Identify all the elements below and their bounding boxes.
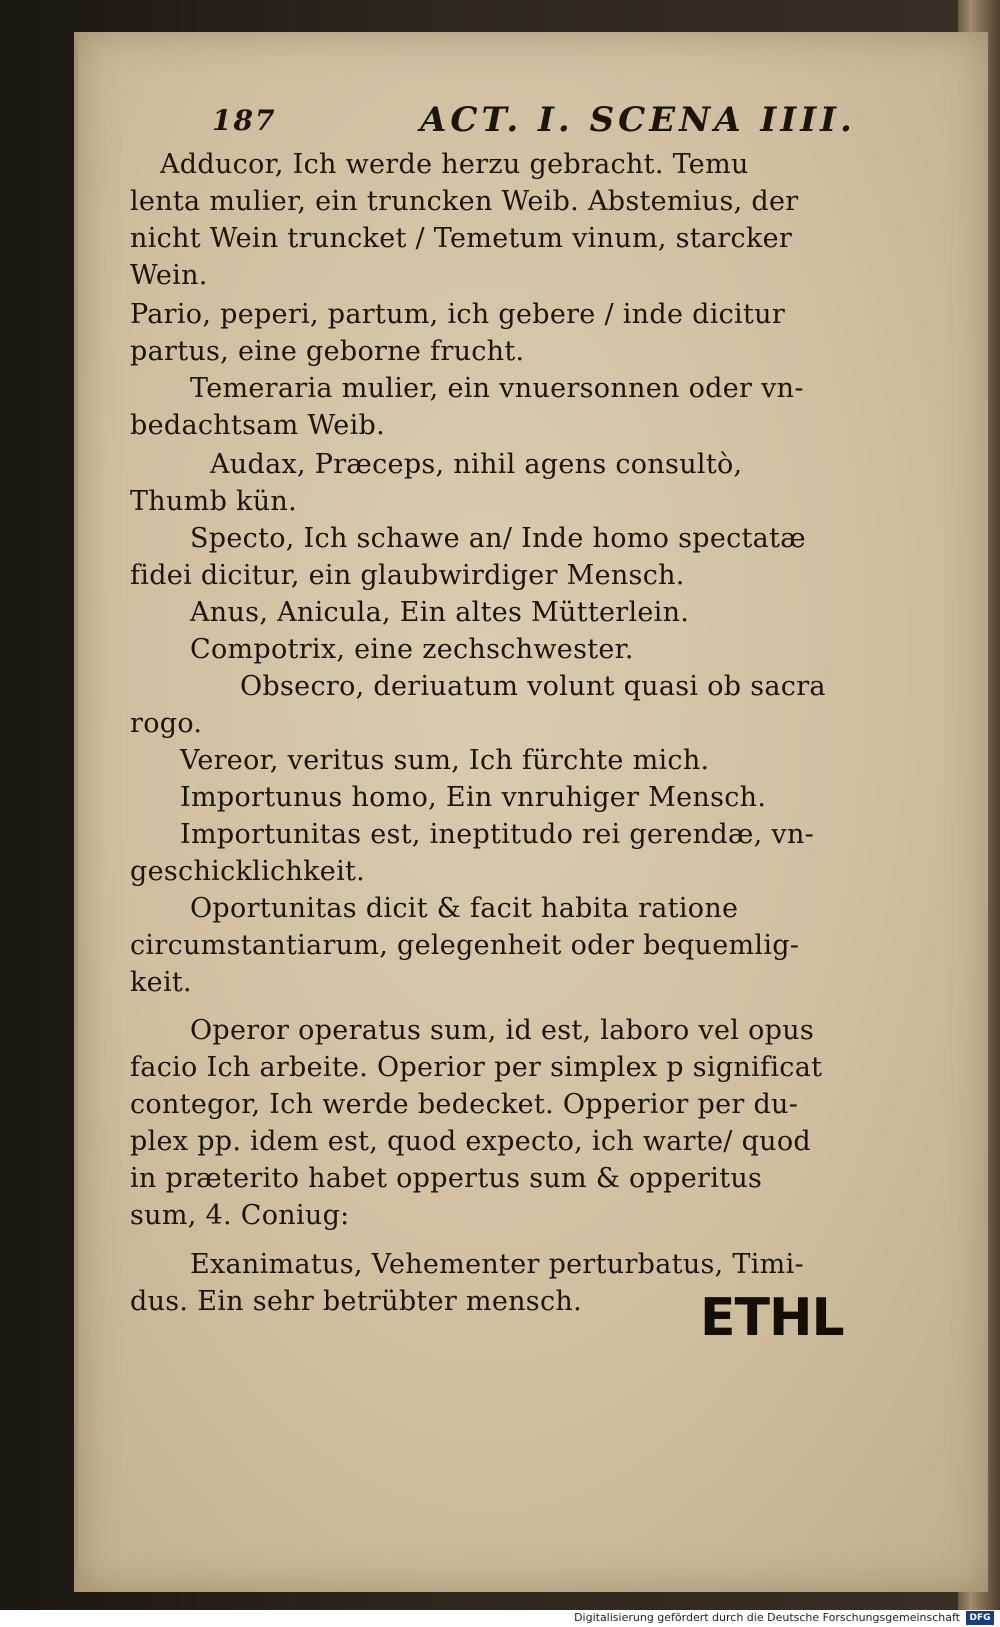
text-line: keit. <box>130 967 192 998</box>
text-line: in præterito habet oppertus sum & opperitus <box>130 1163 763 1194</box>
text-line: Oportunitas dicit & facit habita ratione <box>190 893 739 924</box>
text-line: Anus, Anicula, Ein altes Mütterlein. <box>190 597 690 628</box>
text-line: nicht Wein truncket / Temetum vinum, starcker <box>130 223 793 254</box>
text-line: Temeraria mulier, ein vnuersonnen oder vn- <box>190 373 804 404</box>
page-text-area <box>130 96 920 1317</box>
dfg-logo: DFG <box>966 1611 994 1625</box>
page-header <box>130 96 920 152</box>
text-line: Audax, Præceps, nihil agens consultò, <box>210 449 743 480</box>
text-line: plex pp. idem est, quod expecto, ich warte/ quod <box>130 1126 811 1157</box>
text-line: geschicklichkeit. <box>130 856 366 887</box>
text-line: lenta mulier, ein truncken Weib. Abstemius, der <box>130 186 799 217</box>
running-head: ACT. I. SCENA IIII. <box>420 100 856 140</box>
text-line: Exanimatus, Vehementer perturbatus, Timi- <box>190 1249 804 1280</box>
text-line: bedachtsam Weib. <box>130 410 385 441</box>
text-line: Vereor, veritus sum, Ich fürchte mich. <box>180 745 710 776</box>
text-line: rogo. <box>130 708 203 739</box>
text-line: Obsecro, deriuatum volunt quasi ob sacra <box>240 671 826 702</box>
catchword: ETHL <box>700 1288 844 1348</box>
text-line: Compotrix, eine zechschwester. <box>190 634 634 665</box>
text-line: facio Ich arbeite. Operior per simplex p significat <box>130 1052 823 1083</box>
text-line: Importunitas est, ineptitudo rei gerendæ, vn- <box>180 819 815 850</box>
text-line: sum, 4. Coniug: <box>130 1200 350 1231</box>
page-number: 187 <box>212 104 277 137</box>
text-line: Pario, peperi, partum, ich gebere / inde dicitur <box>130 299 786 330</box>
text-line: Importunus homo, Ein vnruhiger Mensch. <box>180 782 767 813</box>
text-line: Specto, Ich schawe an/ Inde homo spectatæ <box>190 523 806 554</box>
text-line: circumstantiarum, gelegenheit oder bequemlig- <box>130 930 800 961</box>
text-line: Operor operatus sum, id est, laboro vel opus <box>190 1015 815 1046</box>
text-line: fidei dicitur, ein glaubwirdiger Mensch. <box>130 560 685 591</box>
text-line: Adducor, Ich werde herzu gebracht. Temu <box>160 149 749 180</box>
text-line: Thumb kün. <box>130 486 297 517</box>
text-line: partus, eine geborne frucht. <box>130 336 525 367</box>
text-line: Wein. <box>130 260 208 291</box>
text-line: contegor, Ich werde bedecket. Opperior per du- <box>130 1089 799 1120</box>
footer-credit: Digitalisierung gefördert durch die Deutsche Forschungsgemeinschaft <box>574 1611 960 1624</box>
text-line: dus. Ein sehr betrübter mensch. <box>130 1286 582 1317</box>
footer-bar <box>0 1610 1000 1627</box>
